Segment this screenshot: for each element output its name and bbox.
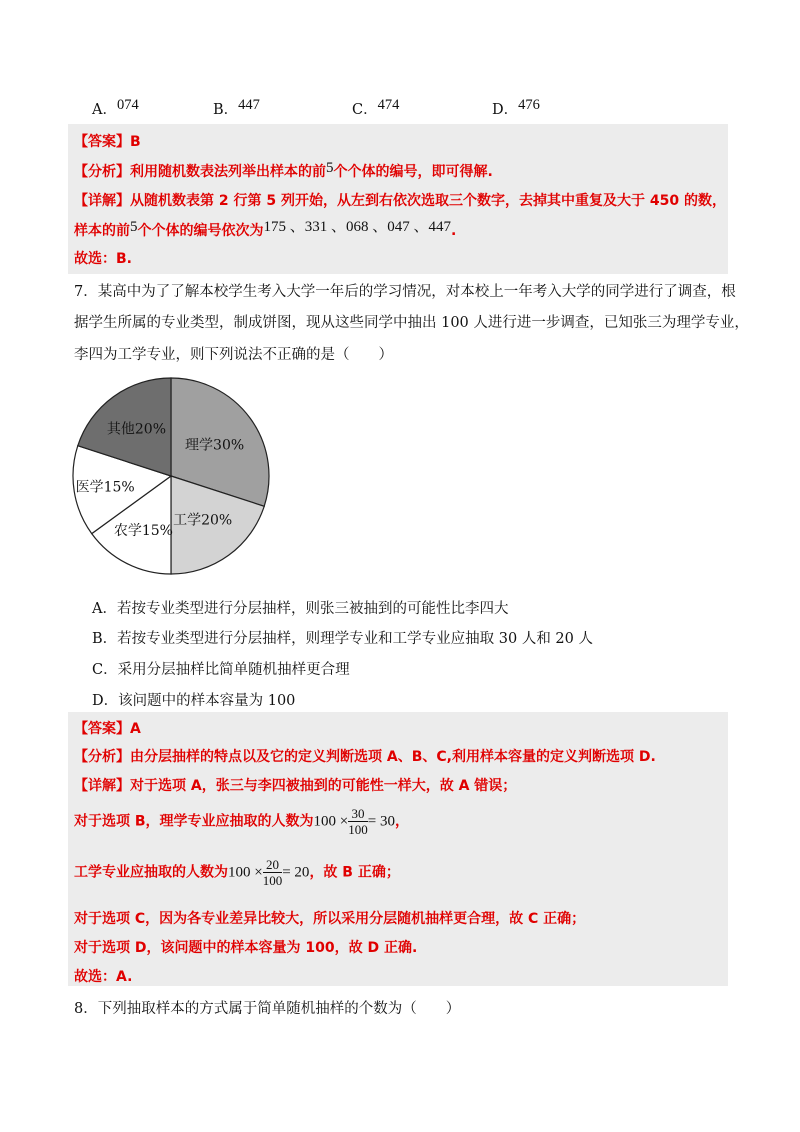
- pie-slice-label: 其他20%: [106, 421, 167, 438]
- q6-detail-line2: 样本的前5个个体的编号依次为175 、331 、068 、047 、447.: [74, 219, 457, 239]
- pie-slice-label: 理学30%: [185, 437, 245, 454]
- q7-detail: 【详解】对于选项 A，张三与李四被抽到的可能性一样大，故 A 错误；: [74, 778, 517, 794]
- q6-option-b: B．447: [213, 97, 260, 118]
- q6-choose: 故选：B.: [74, 251, 132, 267]
- q7-analysis: 【分析】由分层抽样的特点以及它的定义判断选项 A、B、C,利用样本容量的定义判断选项 D.: [74, 749, 656, 765]
- q7-detail-g: 工学专业应抽取的人数为100 × $\frac{20}{100}$ = 20，故 B 正确；: [74, 857, 400, 888]
- q7-option-b: B．若按专业类型进行分层抽样，则理学专业和工学专业应抽取 30 人和 20 人: [92, 631, 593, 647]
- q7-choose: 故选：A.: [74, 969, 133, 985]
- q8-stem: 8．下列抽取样本的方式属于简单随机抽样的个数为（ ）: [74, 1001, 461, 1017]
- q6-detail: 【详解】从随机数表第 2 行第 5 列开始，从左到右依次选取三个数字，去掉其中重复及大于 450 的数，: [74, 193, 726, 209]
- pie-slice-label: 农学15%: [113, 523, 173, 540]
- q7-detail-c: 对于选项 C，因为各专业差异比较大，所以采用分层随机抽样更合理，故 C 正确；: [74, 911, 586, 927]
- q7-detail-b: 对于选项 B，理学专业应抽取的人数为100 × $\frac{30}{100}$ = 30，: [74, 806, 409, 837]
- q7-option-c: C．采用分层抽样比简单随机抽样更合理: [92, 662, 350, 678]
- pie-slice-label: 医学15%: [75, 479, 135, 496]
- fraction-20-100: $\frac{20}{100}$: [262, 857, 283, 888]
- q6-option-d: D．476: [492, 97, 540, 118]
- q7-stem-line2: 据学生所属的专业类型，制成饼图，现从这些同学中抽出 100 人进行进一步调查，已知张三为理学专业，: [74, 315, 749, 331]
- q6-option-a: A．074: [92, 97, 139, 118]
- q7-option-a: A．若按专业类型进行分层抽样，则张三被抽到的可能性比李四大: [92, 601, 509, 617]
- q7-option-d: D．该问题中的样本容量为 100: [92, 693, 296, 709]
- q7-stem-line1: 7．某高中为了了解本校学生考入大学一年后的学习情况，对本校上一年考入大学的同学进行了调查，根: [74, 284, 736, 300]
- pie-slice-label: 工学20%: [173, 512, 233, 529]
- q7-detail-d: 对于选项 D，该问题中的样本容量为 100，故 D 正确.: [74, 940, 418, 956]
- q7-stem-line3: 李四为工学专业，则下列说法不正确的是（ ）: [74, 347, 393, 363]
- q6-answer: 【答案】B: [74, 134, 141, 150]
- q6-option-c: C．474: [352, 97, 400, 118]
- q7-answer: 【答案】A: [74, 721, 141, 737]
- q6-analysis: 【分析】利用随机数表法列举出样本的前5个个体的编号，即可得解.: [74, 160, 493, 180]
- fraction-30-100: $\frac{30}{100}$: [348, 806, 368, 837]
- pie-slices: [73, 378, 269, 574]
- pie-chart: [66, 376, 276, 576]
